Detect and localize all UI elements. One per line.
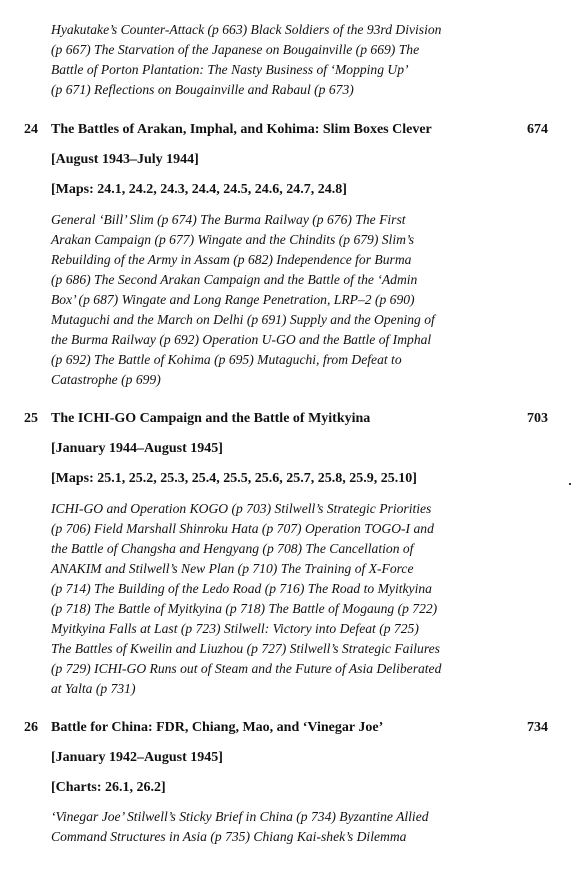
chapter-title[interactable]: Battle for China: FDR, Chiang, Mao, and ‘Vinegar Joe’: [51, 720, 384, 735]
chapter-26-heading[interactable]: [0, 718, 581, 738]
chapter-25-maps: [Maps: 25.1, 25.2, 25.3, 25.4, 25.5, 25.6, 25.7, 25.8, 25.9, 25.10]: [51, 471, 417, 486]
topic-line: Battle of Porton Plantation: The Nasty Business of ‘Mopping Up’: [51, 62, 409, 77]
topic-line: Rebuilding of the Army in Assam (p 682) Independence for Burma: [51, 252, 412, 267]
topic-line: Hyakutake’s Counter-Attack (p 663) Black Soldiers of the 93rd Division: [51, 22, 442, 37]
chapter-number: 25: [24, 411, 38, 426]
topic-line: the Burma Railway (p 692) Operation U-GO and the Battle of Imphal: [51, 332, 432, 347]
topic-line: ICHI-GO and Operation KOGO (p 703) Stilwell’s Strategic Priorities: [51, 501, 432, 516]
topic-line: (p 729) ICHI-GO Runs out of Steam and the Future of Asia Deliberated: [51, 661, 442, 676]
chapter-title[interactable]: The ICHI-GO Campaign and the Battle of Myitkyina: [51, 411, 371, 426]
topic-line: (p 686) The Second Arakan Campaign and the Battle of the ‘Admin: [51, 272, 418, 287]
topic-line: Myitkyina Falls at Last (p 723) Stilwell: Victory into Defeat (p 725): [51, 621, 419, 636]
chapter-25-heading[interactable]: [0, 409, 581, 429]
chapter-25-dates: [January 1944–August 1945]: [51, 441, 223, 456]
chapter-page-number: 703: [527, 411, 548, 426]
topic-line: General ‘Bill’ Slim (p 674) The Burma Railway (p 676) The First: [51, 212, 406, 227]
topic-line: ‘Vinegar Joe’ Stilwell’s Sticky Brief in China (p 734) Byzantine Allied: [51, 809, 429, 824]
topic-line: Box’ (p 687) Wingate and Long Range Penetration, LRP–2 (p 690): [51, 292, 415, 307]
topic-line: The Battles of Kweilin and Liuzhou (p 727) Stilwell’s Strategic Failures: [51, 641, 440, 656]
topic-line: Mutaguchi and the March on Delhi (p 691) Supply and the Opening of: [51, 312, 435, 327]
topic-line: (p 692) The Battle of Kohima (p 695) Mutaguchi, from Defeat to: [51, 352, 402, 367]
chapter-25-topics: [51, 499, 511, 699]
chapter-26-topics: [51, 807, 511, 847]
topic-line: ANAKIM and Stilwell’s New Plan (p 710) The Training of X-Force: [51, 561, 414, 576]
scan-speck: [569, 483, 571, 485]
topic-line: Catastrophe (p 699): [51, 372, 161, 387]
topic-line: Arakan Campaign (p 677) Wingate and the Chindits (p 679) Slim’s: [51, 232, 414, 247]
chapter-number: 24: [24, 122, 38, 137]
topic-line: (p 714) The Building of the Ledo Road (p 716) The Road to Myitkyina: [51, 581, 432, 596]
chapter-26-charts: [Charts: 26.1, 26.2]: [51, 780, 166, 795]
topic-line: (p 706) Field Marshall Shinroku Hata (p 707) Operation TOGO-I and: [51, 521, 434, 536]
topic-line: (p 718) The Battle of Myitkyina (p 718) The Battle of Mogaung (p 722): [51, 601, 438, 616]
intro-topics: [51, 20, 511, 100]
chapter-24-heading[interactable]: [0, 120, 581, 140]
topic-line: Command Structures in Asia (p 735) Chiang Kai-shek’s Dilemma: [51, 829, 407, 844]
chapter-title[interactable]: The Battles of Arakan, Imphal, and Kohima: Slim Boxes Clever: [51, 122, 432, 137]
chapter-24-topics: [51, 210, 511, 390]
topic-line: (p 671) Reflections on Bougainville and Rabaul (p 673): [51, 82, 354, 97]
chapter-24-maps: [Maps: 24.1, 24.2, 24.3, 24.4, 24.5, 24.6, 24.7, 24.8]: [51, 182, 347, 197]
chapter-26-dates: [January 1942–August 1945]: [51, 750, 223, 765]
topic-line: (p 667) The Starvation of the Japanese on Bougainville (p 669) The: [51, 42, 420, 57]
chapter-page-number: 674: [527, 122, 548, 137]
chapter-24-dates: [August 1943–July 1944]: [51, 152, 199, 167]
topic-line: the Battle of Changsha and Hengyang (p 708) The Cancellation of: [51, 541, 414, 556]
chapter-number: 26: [24, 720, 38, 735]
chapter-page-number: 734: [527, 720, 548, 735]
topic-line: at Yalta (p 731): [51, 681, 136, 696]
